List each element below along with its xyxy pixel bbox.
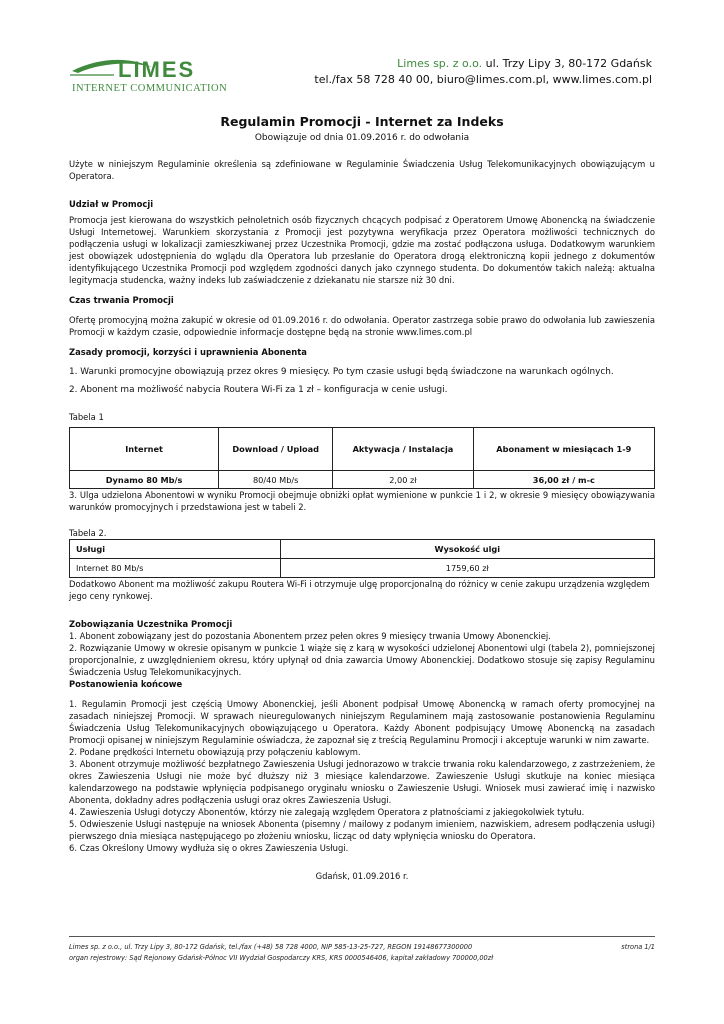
table-header-cell: Download / Upload [219,428,333,471]
rules-item-2: 2. Abonent ma możliwość nabycia Routera Wi-Fi za 1 zł – konfiguracja w cenie usługi. [69,384,448,395]
company-address: ul. Trzy Lipy 3, 80-172 Gdańsk [482,57,652,70]
table-header-row [70,540,655,559]
table-header-row [70,428,655,471]
footer-registry: organ rejestrowy: Sąd Rejonowy Gdańsk-Północ VII Wydział Gospodarczy KRS, KRS 0000546406, kapitał zakładowy 700000,00zł [69,954,494,962]
document-title: Regulamin Promocji - Internet za Indeks [220,114,504,129]
place-and-date: Gdańsk, 01.09.2016 r. [315,871,409,881]
obligations-item-2: 2. Rozwiązanie Umowy w okresie opisanym w punkcie 1 wiąże się z karą w wysokości udzielonej Abonentowi ulgi (tabela 2), pomniejszonej proporcjonalnie, z uwzględnieniem okresu, który upłynął od dnia zawarcia Umowy Abonenckiej. Dodatkowo stosuje się zapisy Regulaminu Świadczenia Usług Telekomunikacyjnych. [69,643,655,677]
footer-company-details: Limes sp. z o.o., ul. Trzy Lipy 3, 80-172 Gdańsk, tel./fax (+48) 58 728 4000, NIP 585-13-25-727, REGON 19148677300000 [69,943,473,951]
table-row [70,559,655,578]
final-item-5: 5. Odwieszenie Usługi następuje na wniosek Abonenta (pisemny / mailowy z podanym imieniem, nazwiskiem, adresem podłączenia usługi) pierwszego dnia miesiąca następującego po złożeniu wniosku, licząc od daty wpłynięcia wniosku do Operatora. [69,819,655,841]
tariff-table [69,427,655,489]
table-header-cell: Aktywacja / Instalacja [333,428,473,471]
company-address-line [314,56,652,72]
discount-table [69,539,655,578]
table1-caption: Tabela 1 [69,412,104,422]
section-heading-final: Postanowienia końcowe [69,679,183,689]
table-header-cell: Wysokość ulgi [280,540,654,559]
intro-paragraph: Użyte w niniejszym Regulaminie określenia są zdefiniowane w Regulaminie Świadczenia Usług Telekomunikacyjnych obowiązującym u Operatora. [69,159,655,181]
document-body [69,158,655,882]
table-header-cell: Abonament w miesiącach 1-9 [473,428,654,471]
table-cell: Dynamo 80 Mb/s [70,471,219,489]
limes-logo-icon [70,55,240,95]
table-cell: 80/40 Mb/s [219,471,333,489]
table-header-cell: Internet [70,428,219,471]
logo-wordmark: LIMES [118,57,196,82]
section-heading-participation: Udział w Promocji [69,199,154,209]
table-cell: 2,00 zł [333,471,473,489]
final-item-3: 3. Abonent otrzymuje możliwość bezpłatnego Zawieszenia Usługi jednorazowo w trakcie trwania roku kalendarzowego, z zastrzeżeniem, że okres Zawieszenia Usługi nie może być dłuższy niż 3 miesiące kalendarzowe. Zawieszenie Usługi skutkuje na koniec miesiąca kalendarzowego na podstawie wpłynięcia podpisanego oryginału wniosku o Zawieszenie Usługi. Wniosek musi zawierać imię i nazwisko Abonenta, dokładny adres podłączenia usługi oraz okres Zawieszenia Usługi. [69,759,655,805]
rules-item-3: 3. Ulga udzielona Abonentowi w wyniku Promocji obejmuje obniżki opłat wymienione w punkcie 1 i 2, w okresie 9 miesięcy obowiązywania warunków promocyjnych i przedstawiona jest w tabeli 2. [69,490,655,512]
table-cell: 1759,60 zł [280,559,654,578]
final-item-1: 1. Regulamin Promocji jest częścią Umowy Abonenckiej, jeśli Abonent podpisał Umowę Abonencką w ramach oferty promocyjnej na zasadach niniejszej Promocji. W sprawach nieuregulowanych niniejszym Regulaminem mają zastosowanie postanowienia Regulaminu Świadczenia Usług Telekomunikacyjnych obowiązującego u Operatora. Każdy Abonent podpisujący Umowę Abonencką na zasadach Promocji opisanej w niniejszym Regulaminie oświadcza, że zapoznał się z treścią Regulaminu Promocji i akceptuje warunki w nim zawarte. [69,699,655,745]
section-heading-obligations: Zobowiązania Uczestnika Promocji [69,619,233,629]
router-discount-text: Dodatkowo Abonent ma możliwość zakupu Routera Wi-Fi i otrzymuje ulgę proporcjonalną do różnicy w cenie zakupu urządzenia względem jego ceny rynkowej. [69,579,650,601]
logo-tagline: INTERNET COMMUNICATION [72,83,228,94]
company-info [314,56,652,88]
table2-caption: Tabela 2. [69,528,107,538]
final-item-2: 2. Podane prędkości Internetu obowiązują przy połączeniu kablowym. [69,747,361,757]
rules-item-1: 1. Warunki promocyjne obowiązują przez okres 9 miesięcy. Po tym czasie usługi będą świadczone na warunkach ogólnych. [69,367,614,377]
final-item-4: 4. Zawieszenia Usługi dotyczy Abonentów, którzy nie zalegają względem Operatora z płatnościami z jakiegokolwiek tytułu. [69,807,585,817]
obligations-item-1: 1. Abonent zobowiązany jest do pozostania Abonentem przez pełen okres 9 miesięcy trwania Umowy Abonenckiej. [69,631,551,641]
company-contact: tel./fax 58 728 40 00, biuro@limes.com.pl, www.limes.com.pl [314,73,652,86]
table-header-cell: Usługi [70,540,281,559]
section-text-duration: Ofertę promocyjną można zakupić w okresie od 01.09.2016 r. do odwołania. Operator zastrzega sobie prawo do odwołania lub zawieszenia Promocji w każdym czasie, odpowiednie informacje dostępne będą na stronie www.limes.com.pl [69,315,655,337]
document-subtitle: Obowiązuje od dnia 01.09.2016 r. do odwołania [254,133,470,143]
table-row [70,471,655,489]
section-heading-rules: Zasady promocji, korzyści i uprawnienia Abonenta [69,347,307,357]
table-cell: Internet 80 Mb/s [70,559,281,578]
company-name: Limes sp. z o.o. [397,57,483,70]
section-text-participation: Promocja jest kierowana do wszystkich pełnoletnich osób fizycznych chcących podpisać z Operatorem Umowę Abonencką na świadczenie Usługi Internetowej. Warunkiem skorzystania z Promocji jest pozytywna weryfikacja przez Operatora możliwości technicznych do podłączenia usługi w lokalizacji zamieszkiwanej przez Uczestnika Promocji, gdzie ma zostać podłączona usługa. Dodatkowym warunkiem jest obowiązek udostępnienia do wglądu dla Operatora lub przesłanie do Operatora drogą elektroniczną kopii jednego z dokumentów identyfikującego Uczestnika Promocji pod względem zgodności danych jako czynnego studenta. Do dokumentów takich należą: aktualna legitymacja studencka, ważny indeks lub zaświadczenie z dziekanatu nie starsze niż 30 dni. [69,215,655,285]
page-footer [69,936,655,964]
section-heading-duration: Czas trwania Promocji [69,295,174,305]
footer-row [69,942,655,953]
company-logo [70,55,240,95]
page-number: strona 1/1 [621,943,655,951]
final-item-6: 6. Czas Określony Umowy wydłuża się o okres Zawieszenia Usługi. [69,843,349,853]
table-cell: 36,00 zł / m-c [473,471,654,489]
